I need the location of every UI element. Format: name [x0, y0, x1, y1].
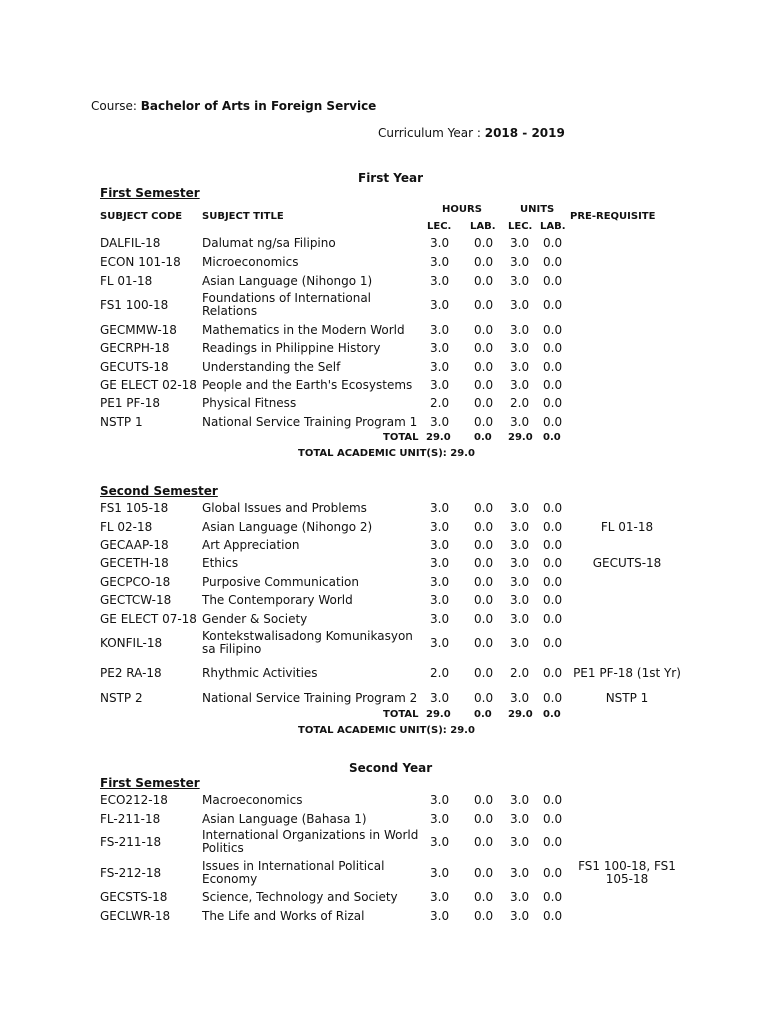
hours-lab: 0.0	[474, 538, 494, 552]
total-hours-lab: 0.0	[474, 709, 492, 720]
hours-lec: 2.0	[430, 396, 450, 410]
units-lec: 3.0	[510, 691, 530, 705]
header-hours-lab: LAB.	[470, 221, 496, 232]
subject-code: PE1 PF-18	[100, 396, 161, 410]
units-lec: 3.0	[510, 415, 530, 429]
course-row	[0, 274, 768, 288]
hours-lec: 3.0	[430, 890, 450, 904]
course-row	[0, 593, 768, 607]
subject-code: GECAAP-18	[100, 538, 169, 552]
hours-lab: 0.0	[474, 890, 494, 904]
course-row	[0, 396, 768, 410]
units-lab: 0.0	[543, 909, 563, 923]
subject-code: DALFIL-18	[100, 236, 161, 250]
hours-lec: 2.0	[430, 666, 450, 680]
header-subject-title: SUBJECT TITLE	[202, 211, 284, 222]
hours-lec: 3.0	[430, 501, 450, 515]
hours-lab: 0.0	[474, 323, 494, 337]
course-row	[0, 691, 768, 705]
units-lec: 3.0	[510, 909, 530, 923]
course-row	[0, 666, 768, 680]
total-units-lab: 0.0	[543, 709, 561, 720]
subject-code: ECON 101-18	[100, 255, 181, 269]
units-lec: 3.0	[510, 556, 530, 570]
subject-code: FS-212-18	[100, 866, 162, 880]
total-units-lec: 29.0	[508, 709, 533, 720]
course-row	[0, 501, 768, 515]
curriculum-value: 2018 - 2019	[484, 126, 565, 140]
units-lab: 0.0	[543, 691, 563, 705]
units-lab: 0.0	[543, 636, 563, 650]
units-lec: 3.0	[510, 890, 530, 904]
hours-lec: 3.0	[430, 323, 450, 337]
course-line	[91, 99, 376, 113]
units-lab: 0.0	[543, 666, 563, 680]
course-row	[0, 859, 768, 886]
units-lab: 0.0	[543, 890, 563, 904]
hours-lab: 0.0	[474, 501, 494, 515]
subject-title: Asian Language (Bahasa 1)	[202, 811, 367, 826]
subject-code: GECETH-18	[100, 556, 169, 570]
hours-lec: 3.0	[430, 636, 450, 650]
header-units-lec: LEC.	[508, 221, 533, 232]
subject-code: GECMMW-18	[100, 323, 177, 337]
header-prerequisite: PRE-REQUISITE	[570, 211, 656, 222]
units-lec: 3.0	[510, 575, 530, 589]
header-hours-lec: LEC.	[427, 221, 452, 232]
subject-title: Macroeconomics	[202, 792, 303, 807]
units-lab: 0.0	[543, 298, 563, 312]
prerequisite: FL 01-18	[600, 519, 654, 534]
course-row	[0, 415, 768, 429]
subject-title: National Service Training Program 1	[202, 414, 418, 429]
units-lec: 2.0	[510, 666, 530, 680]
curriculum-line	[378, 126, 565, 140]
total-units-lab: 0.0	[543, 432, 561, 443]
hours-lab: 0.0	[474, 575, 494, 589]
hours-lab: 0.0	[474, 636, 494, 650]
subject-title: Understanding the Self	[202, 359, 341, 374]
units-lab: 0.0	[543, 323, 563, 337]
subject-title: National Service Training Program 2	[202, 690, 418, 705]
course-row	[0, 890, 768, 904]
year-title: Second Year	[349, 761, 433, 775]
hours-lab: 0.0	[474, 341, 494, 355]
course-row	[0, 538, 768, 552]
units-lec: 3.0	[510, 812, 530, 826]
hours-lec: 3.0	[430, 538, 450, 552]
units-lec: 3.0	[510, 636, 530, 650]
header-units: UNITS	[520, 204, 555, 215]
units-lab: 0.0	[543, 360, 563, 374]
hours-lec: 3.0	[430, 298, 450, 312]
subject-title: People and the Earth's Ecosystems	[202, 377, 413, 392]
subject-code: NSTP 1	[100, 415, 143, 429]
total-label: TOTAL	[383, 432, 419, 443]
hours-lec: 3.0	[430, 909, 450, 923]
subject-code: KONFIL-18	[100, 636, 163, 650]
hours-lec: 3.0	[430, 835, 450, 849]
units-lec: 3.0	[510, 341, 530, 355]
hours-lec: 3.0	[430, 593, 450, 607]
hours-lab: 0.0	[474, 835, 494, 849]
semester-title: Second Semester	[100, 484, 218, 498]
hours-lec: 3.0	[430, 360, 450, 374]
hours-lab: 0.0	[474, 415, 494, 429]
course-row	[0, 360, 768, 374]
units-lec: 3.0	[510, 274, 530, 288]
course-row	[0, 255, 768, 269]
hours-lec: 3.0	[430, 612, 450, 626]
subject-title: Art Appreciation	[202, 537, 300, 552]
units-lab: 0.0	[543, 612, 563, 626]
hours-lec: 3.0	[430, 812, 450, 826]
semester-title: First Semester	[100, 776, 200, 790]
units-lab: 0.0	[543, 341, 563, 355]
total-units-lec: 29.0	[508, 432, 533, 443]
course-row	[0, 520, 768, 534]
hours-lab: 0.0	[474, 360, 494, 374]
units-lec: 3.0	[510, 323, 530, 337]
subject-title: Rhythmic Activities	[202, 665, 318, 680]
units-lec: 3.0	[510, 520, 530, 534]
hours-lab: 0.0	[474, 396, 494, 410]
course-row	[0, 575, 768, 589]
header-units-lab: LAB.	[540, 221, 566, 232]
hours-lec: 3.0	[430, 866, 450, 880]
prerequisite: GECUTS-18	[592, 555, 662, 570]
subject-code: GECPCO-18	[100, 575, 171, 589]
units-lab: 0.0	[543, 520, 563, 534]
prerequisite: FS1 100-18, FS1 105-18	[578, 859, 676, 886]
subject-title: Dalumat ng/sa Filipino	[202, 235, 336, 250]
course-row	[0, 378, 768, 392]
units-lab: 0.0	[543, 501, 563, 515]
units-lab: 0.0	[543, 593, 563, 607]
hours-lab: 0.0	[474, 556, 494, 570]
units-lec: 3.0	[510, 538, 530, 552]
units-lec: 2.0	[510, 396, 530, 410]
total-label: TOTAL	[383, 709, 419, 720]
hours-lec: 3.0	[430, 520, 450, 534]
course-value: Bachelor of Arts in Foreign Service	[140, 99, 377, 113]
subject-code: GECRPH-18	[100, 341, 170, 355]
subject-title: The Contemporary World	[202, 592, 353, 607]
units-lab: 0.0	[543, 793, 563, 807]
units-lab: 0.0	[543, 866, 563, 880]
subject-code: FS-211-18	[100, 835, 162, 849]
units-lab: 0.0	[543, 378, 563, 392]
subject-title: Microeconomics	[202, 254, 299, 269]
total-hours-lab: 0.0	[474, 432, 492, 443]
units-lab: 0.0	[543, 396, 563, 410]
header-subject-code: SUBJECT CODE	[100, 211, 183, 222]
units-lec: 3.0	[510, 835, 530, 849]
hours-lab: 0.0	[474, 612, 494, 626]
hours-lec: 3.0	[430, 274, 450, 288]
subject-code: FS1 100-18	[100, 298, 169, 312]
hours-lab: 0.0	[474, 520, 494, 534]
course-row	[0, 612, 768, 626]
subject-title: Readings in Philippine History	[202, 340, 381, 355]
units-lab: 0.0	[543, 835, 563, 849]
hours-lab: 0.0	[474, 812, 494, 826]
total-academic-units: TOTAL ACADEMIC UNIT(S): 29.0	[298, 448, 475, 459]
hours-lab: 0.0	[474, 255, 494, 269]
subject-code: GECTCW-18	[100, 593, 172, 607]
hours-lab: 0.0	[474, 274, 494, 288]
hours-lab: 0.0	[474, 593, 494, 607]
header-hours: HOURS	[442, 204, 482, 215]
course-row	[0, 629, 768, 656]
subject-title: Gender & Society	[202, 611, 308, 626]
course-label: Course:	[91, 99, 137, 113]
course-row	[0, 812, 768, 826]
hours-lab: 0.0	[474, 866, 494, 880]
course-row	[0, 291, 768, 318]
hours-lec: 3.0	[430, 415, 450, 429]
subject-title: Asian Language (Nihongo 1)	[202, 273, 373, 288]
hours-lab: 0.0	[474, 691, 494, 705]
course-row	[0, 828, 768, 855]
curriculum-label: Curriculum Year :	[378, 126, 481, 140]
units-lab: 0.0	[543, 236, 563, 250]
hours-lab: 0.0	[474, 666, 494, 680]
units-lec: 3.0	[510, 255, 530, 269]
course-row	[0, 236, 768, 250]
subject-code: GECUTS-18	[100, 360, 169, 374]
course-row	[0, 556, 768, 570]
units-lec: 3.0	[510, 236, 530, 250]
units-lab: 0.0	[543, 556, 563, 570]
subject-title: Ethics	[202, 555, 239, 570]
units-lec: 3.0	[510, 378, 530, 392]
subject-title: Purposive Communication	[202, 574, 359, 589]
subject-title: Issues in International Political Economy	[202, 859, 385, 886]
total-hours-lec: 29.0	[426, 432, 451, 443]
subject-title: The Life and Works of Rizal	[202, 908, 365, 923]
subject-code: FS1 105-18	[100, 501, 169, 515]
subject-title: Kontekstwalisadong Komunikasyon sa Filipino	[202, 629, 413, 656]
units-lab: 0.0	[543, 255, 563, 269]
units-lab: 0.0	[543, 575, 563, 589]
units-lec: 3.0	[510, 298, 530, 312]
units-lab: 0.0	[543, 415, 563, 429]
prerequisite: NSTP 1	[605, 690, 649, 705]
units-lab: 0.0	[543, 538, 563, 552]
subject-title: Asian Language (Nihongo 2)	[202, 519, 373, 534]
subject-title: Global Issues and Problems	[202, 500, 367, 515]
subject-code: FL 02-18	[100, 520, 153, 534]
course-row	[0, 341, 768, 355]
units-lab: 0.0	[543, 274, 563, 288]
hours-lab: 0.0	[474, 378, 494, 392]
subject-title: Physical Fitness	[202, 395, 297, 410]
course-row	[0, 793, 768, 807]
year-title: First Year	[358, 171, 424, 185]
prerequisite: PE1 PF-18 (1st Yr)	[573, 665, 681, 680]
hours-lab: 0.0	[474, 236, 494, 250]
subject-code: FL-211-18	[100, 812, 161, 826]
subject-code: GE ELECT 07-18	[100, 612, 197, 626]
subject-code: PE2 RA-18	[100, 666, 162, 680]
units-lec: 3.0	[510, 793, 530, 807]
hours-lec: 3.0	[430, 255, 450, 269]
hours-lec: 3.0	[430, 691, 450, 705]
units-lec: 3.0	[510, 866, 530, 880]
units-lec: 3.0	[510, 612, 530, 626]
hours-lec: 3.0	[430, 378, 450, 392]
subject-code: GECLWR-18	[100, 909, 171, 923]
hours-lab: 0.0	[474, 298, 494, 312]
hours-lab: 0.0	[474, 909, 494, 923]
subject-title: International Organizations in World Politics	[202, 828, 419, 855]
units-lab: 0.0	[543, 812, 563, 826]
subject-code: ECO212-18	[100, 793, 168, 807]
hours-lab: 0.0	[474, 793, 494, 807]
total-academic-units: TOTAL ACADEMIC UNIT(S): 29.0	[298, 725, 475, 736]
total-hours-lec: 29.0	[426, 709, 451, 720]
units-lec: 3.0	[510, 360, 530, 374]
course-row	[0, 909, 768, 923]
subject-code: FL 01-18	[100, 274, 153, 288]
hours-lec: 3.0	[430, 236, 450, 250]
course-row	[0, 323, 768, 337]
hours-lec: 3.0	[430, 793, 450, 807]
subject-title: Mathematics in the Modern World	[202, 322, 405, 337]
hours-lec: 3.0	[430, 575, 450, 589]
units-lec: 3.0	[510, 501, 530, 515]
subject-code: NSTP 2	[100, 691, 143, 705]
subject-code: GE ELECT 02-18	[100, 378, 197, 392]
subject-title: Foundations of International Relations	[202, 291, 372, 318]
units-lec: 3.0	[510, 593, 530, 607]
subject-title: Science, Technology and Society	[202, 889, 398, 904]
hours-lec: 3.0	[430, 341, 450, 355]
hours-lec: 3.0	[430, 556, 450, 570]
semester-title: First Semester	[100, 186, 200, 200]
subject-code: GECSTS-18	[100, 890, 168, 904]
